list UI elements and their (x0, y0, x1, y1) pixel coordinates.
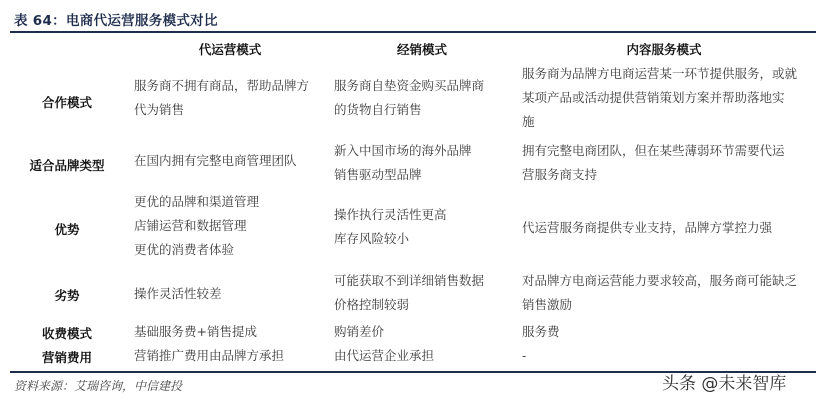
cell-line: 代为销售 (134, 102, 185, 117)
cell-line: 营服务商支持 (522, 167, 598, 182)
cell-line: 更优的品牌和渠道管理 (134, 194, 260, 209)
cell-line: 某项产品或活动提供营销策划方案并帮助落地实 (522, 90, 785, 105)
cell-line: 在国内拥有完整电商管理团队 (134, 153, 297, 168)
cell-line: 更优的消费者体验 (134, 242, 235, 257)
cell-line: 购销差价 (334, 324, 385, 339)
cell-line: - (522, 348, 527, 363)
cell-line: 店铺运营和数据管理 (134, 218, 247, 233)
cell-shoufei-jingxiao (334, 320, 384, 344)
cell-line: 施 (522, 114, 535, 129)
cell-line: 新入中国市场的海外品牌 (334, 143, 472, 158)
cell-line: 拥有完整电商团队，但在某些薄弱环节需要代运 (522, 143, 785, 158)
cell-line: 可能获取不到详细销售数据 (334, 273, 485, 288)
row-label-hezuo: 合作模式 (41, 95, 92, 110)
row-label-youshi: 优势 (54, 222, 80, 237)
cell-hezuo-neirong (522, 62, 797, 134)
top-rule (10, 31, 816, 33)
cell-line: 服务商不拥有商品，帮助品牌方 (134, 78, 310, 93)
source-note: 资料来源：艾瑞咨询，中信建投 (14, 379, 183, 393)
cell-pinpai-jingxiao (334, 139, 472, 187)
cell-shoufei-neirong (522, 320, 560, 344)
cell-youshi-jingxiao (334, 203, 447, 251)
cell-line: 库存风险较小 (334, 231, 410, 246)
header-daiyunying: 代运营模式 (198, 42, 262, 57)
cell-line: 服务费 (522, 324, 560, 339)
cell-line: 服务商自垫资金购买品牌商 (334, 78, 485, 93)
cell-line: 价格控制较弱 (334, 297, 410, 312)
cell-youshi-neirong (522, 216, 772, 240)
cell-yingxiao-jingxiao (334, 344, 434, 368)
cell-line: 的货物自行销售 (334, 102, 422, 117)
row-label-lieshi: 劣势 (54, 288, 80, 303)
cell-pinpai-neirong (522, 139, 785, 187)
cell-line: 操作灵活性较差 (134, 286, 222, 301)
cell-line: 对品牌方电商运营能力要求较高，服务商可能缺乏 (522, 273, 798, 288)
cell-line: 销售驱动型品牌 (334, 167, 422, 182)
header-jingxiao: 经销模式 (396, 42, 447, 57)
cell-line: 由代运营企业承担 (334, 348, 435, 363)
cell-yingxiao-neirong (522, 344, 526, 368)
cell-line: 服务商为品牌方电商运营某一环节提供服务，或就 (522, 66, 798, 81)
cell-hezuo-jingxiao (334, 74, 484, 122)
table-title: 表 64：电商代运营服务模式对比 (14, 13, 218, 29)
cell-line: 操作执行灵活性更高 (334, 207, 447, 222)
cell-lieshi-neirong (522, 269, 797, 317)
row-label-shoufei: 收费模式 (41, 326, 92, 341)
cell-line: 基础服务费+销售提成 (134, 324, 257, 339)
row-label-pinpai: 适合品牌类型 (29, 158, 105, 173)
cell-shoufei-daiyunying (134, 320, 257, 344)
cell-pinpai-daiyunying (134, 149, 297, 173)
cell-line: 代运营服务商提供专业支持，品牌方掌控力强 (522, 220, 773, 235)
cell-youshi-daiyunying (134, 190, 259, 262)
row-label-yingxiao: 营销费用 (41, 350, 92, 365)
cell-hezuo-daiyunying (134, 74, 309, 122)
cell-yingxiao-daiyunying (134, 344, 284, 368)
header-neirong: 内容服务模式 (626, 42, 702, 57)
cell-lieshi-daiyunying (134, 282, 222, 306)
cell-lieshi-jingxiao (334, 269, 484, 317)
watermark: 头条 @未来智库 (662, 374, 787, 394)
cell-line: 营销推广费用由品牌方承担 (134, 348, 285, 363)
cell-line: 销售激励 (522, 297, 573, 312)
